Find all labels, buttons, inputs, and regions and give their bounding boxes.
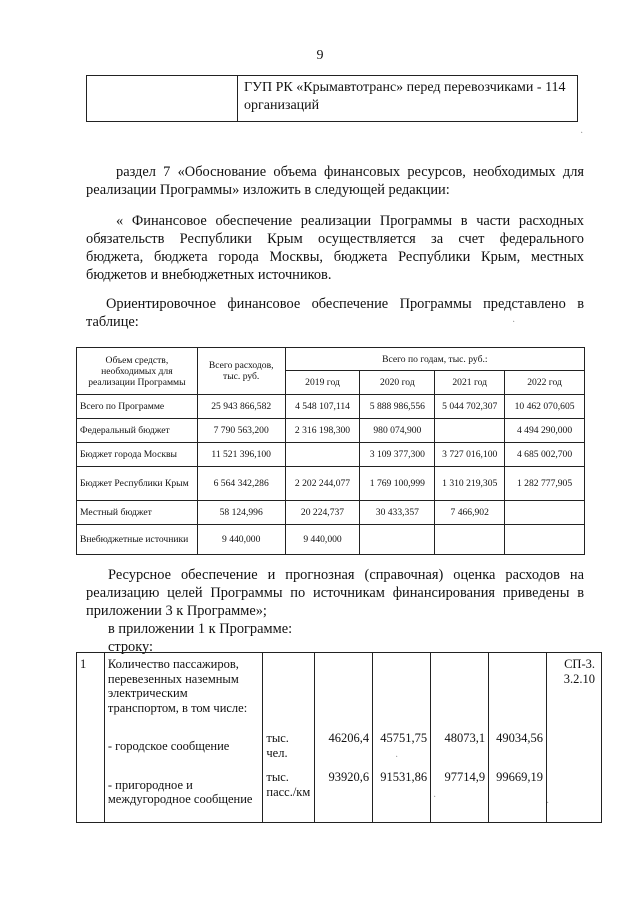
funding-paragraph: [86, 212, 584, 284]
table-row: [77, 525, 585, 555]
scan-speck: ·: [580, 128, 584, 139]
sub2-v4: 99669,19: [496, 769, 544, 784]
resource-line-2: реализацию целей Программы по источникам финансирования приведены в: [86, 585, 584, 601]
sub2-v2: 91531,86: [380, 769, 428, 784]
row-total: 11 521 396,100: [197, 443, 285, 467]
scan-speck: ·: [433, 792, 437, 803]
header-source: Объем средств, необходимых для реализации Программы: [77, 348, 198, 395]
row-total: 7 790 563,200: [197, 419, 285, 443]
row-2022: 4 685 002,700: [505, 443, 585, 467]
row-2021: 1 310 219,305: [435, 467, 505, 501]
row-2022: [505, 501, 585, 525]
page-number: 9: [316, 48, 324, 63]
unit-cell: [263, 653, 315, 823]
sub1-label: - городское сообщение: [107, 739, 230, 753]
row-2022: [505, 525, 585, 555]
section-intro-line-1: раздел 7 «Обоснование объема финансовых ресурсов, необходимых для: [116, 164, 584, 180]
row-2021: 5 044 702,307: [435, 395, 505, 419]
sub1-unit: тыс. чел.: [266, 731, 289, 760]
row-total: 58 124,996: [197, 501, 285, 525]
table-row: [77, 419, 585, 443]
row-label: Федеральный бюджет: [77, 419, 198, 443]
row-2022: 4 494 290,000: [505, 419, 585, 443]
table-row: [77, 443, 585, 467]
row-label: Бюджет города Москвы: [77, 443, 198, 467]
row-word: строку:: [108, 639, 154, 655]
row-label: Внебюджетные источники: [77, 525, 198, 555]
row-2022: 10 462 070,605: [505, 395, 585, 419]
row-label: Всего по Программе: [77, 395, 198, 419]
scan-speck: ·: [546, 798, 550, 809]
row-2021: [435, 525, 505, 555]
funding-line-1: « Финансовое обеспечение реализации Программы в части расходных: [116, 213, 584, 229]
resource-line-3: приложении 3 к Программе»;: [86, 603, 267, 619]
row-2020: [360, 525, 435, 555]
row-total: 6 564 342,286: [197, 467, 285, 501]
row-2022: 1 282 777,905: [505, 467, 585, 501]
row-label: Местный бюджет: [77, 501, 198, 525]
top-continuation-table: [86, 75, 578, 122]
sub1-v2: 45751,75: [380, 731, 428, 745]
row-2020: 980 074,900: [360, 419, 435, 443]
funding-line-4: бюджетов и внебюджетных источников.: [86, 267, 332, 283]
row-total: 25 943 866,582: [197, 395, 285, 419]
indicator-cell: [104, 653, 262, 823]
sub1-v1: 46206,4: [328, 731, 370, 745]
row-number: 1: [77, 653, 105, 823]
financing-table: [76, 347, 585, 555]
header-year-2019: 2019 год: [285, 371, 360, 395]
resource-paragraph: [86, 566, 584, 620]
table-intro: [86, 295, 584, 331]
table-row: [77, 467, 585, 501]
header-by-year: Всего по годам, тыс. руб.:: [285, 348, 584, 371]
sub2-unit: тыс. пасс./км: [266, 770, 311, 799]
section-intro: [86, 163, 584, 199]
row-2020: 5 888 986,556: [360, 395, 435, 419]
value-col-3: [431, 653, 489, 823]
value-col-1: [315, 653, 373, 823]
row-2020: 3 109 377,300: [360, 443, 435, 467]
header-year-2021: 2021 год: [435, 371, 505, 395]
row-2019: 9 440,000: [285, 525, 360, 555]
row-2019: 4 548 107,114: [285, 395, 360, 419]
scan-speck: ·: [395, 752, 399, 763]
top-table-text: ГУП РК «Крымавтотранс» перед перевозчиками - 114 организаций: [238, 76, 578, 122]
table-row: [77, 501, 585, 525]
top-table-empty-cell: [87, 76, 238, 122]
row-2020: 1 769 100,999: [360, 467, 435, 501]
funding-line-3: бюджета, бюджета города Москвы, бюджета Республики Крым, местных: [86, 249, 584, 265]
row-2020: 30 433,357: [360, 501, 435, 525]
resource-line-1: Ресурсное обеспечение и прогнозная (справочная) оценка расходов на: [108, 567, 584, 583]
header-year-2022: 2022 год: [505, 371, 585, 395]
code-cell: [547, 653, 602, 823]
row-2019: 2 202 244,077: [285, 467, 360, 501]
sub1-v4: 49034,56: [496, 731, 544, 745]
row-label: Бюджет Республики Крым: [77, 467, 198, 501]
section-intro-line-2: реализации Программы» изложить в следующей редакции:: [86, 182, 450, 198]
sub2-v1: 93920,6: [328, 769, 370, 784]
appendix-intro: в приложении 1 к Программе:: [108, 621, 293, 637]
row-2021: [435, 419, 505, 443]
table-intro-line-2: таблице:: [86, 314, 139, 330]
funding-line-2: обязательств Республики Крым осуществляется за счет федерального: [86, 231, 584, 247]
row-2021: 3 727 016,100: [435, 443, 505, 467]
value-col-4: [489, 653, 550, 823]
row-total: 9 440,000: [197, 525, 285, 555]
table-row: [77, 653, 602, 823]
row-2021: 7 466,902: [435, 501, 505, 525]
header-year-2020: 2020 год: [360, 371, 435, 395]
appendix-table: [76, 652, 602, 823]
sub2-v3: 97714,9: [444, 769, 486, 784]
row-2019: 20 224,737: [285, 501, 360, 525]
table-row: [77, 395, 585, 419]
scan-speck: ·: [512, 317, 516, 328]
header-total: Всего расходов, тыс. руб.: [197, 348, 285, 395]
indicator-code: СП-3.3.2.10: [563, 657, 595, 686]
row-2019: 2 316 198,300: [285, 419, 360, 443]
indicator-label: Количество пассажиров, перевезенных наземным электрическим транспортом, в том числе:: [107, 657, 248, 715]
table-intro-line-1: Ориентировочное финансовое обеспечение Программы представлено в: [106, 296, 584, 312]
value-col-2: [373, 653, 431, 823]
row-2019: [285, 443, 360, 467]
sub2-label: - пригородное и междугородное сообщение: [107, 777, 253, 806]
sub1-v3: 48073,1: [444, 731, 486, 745]
